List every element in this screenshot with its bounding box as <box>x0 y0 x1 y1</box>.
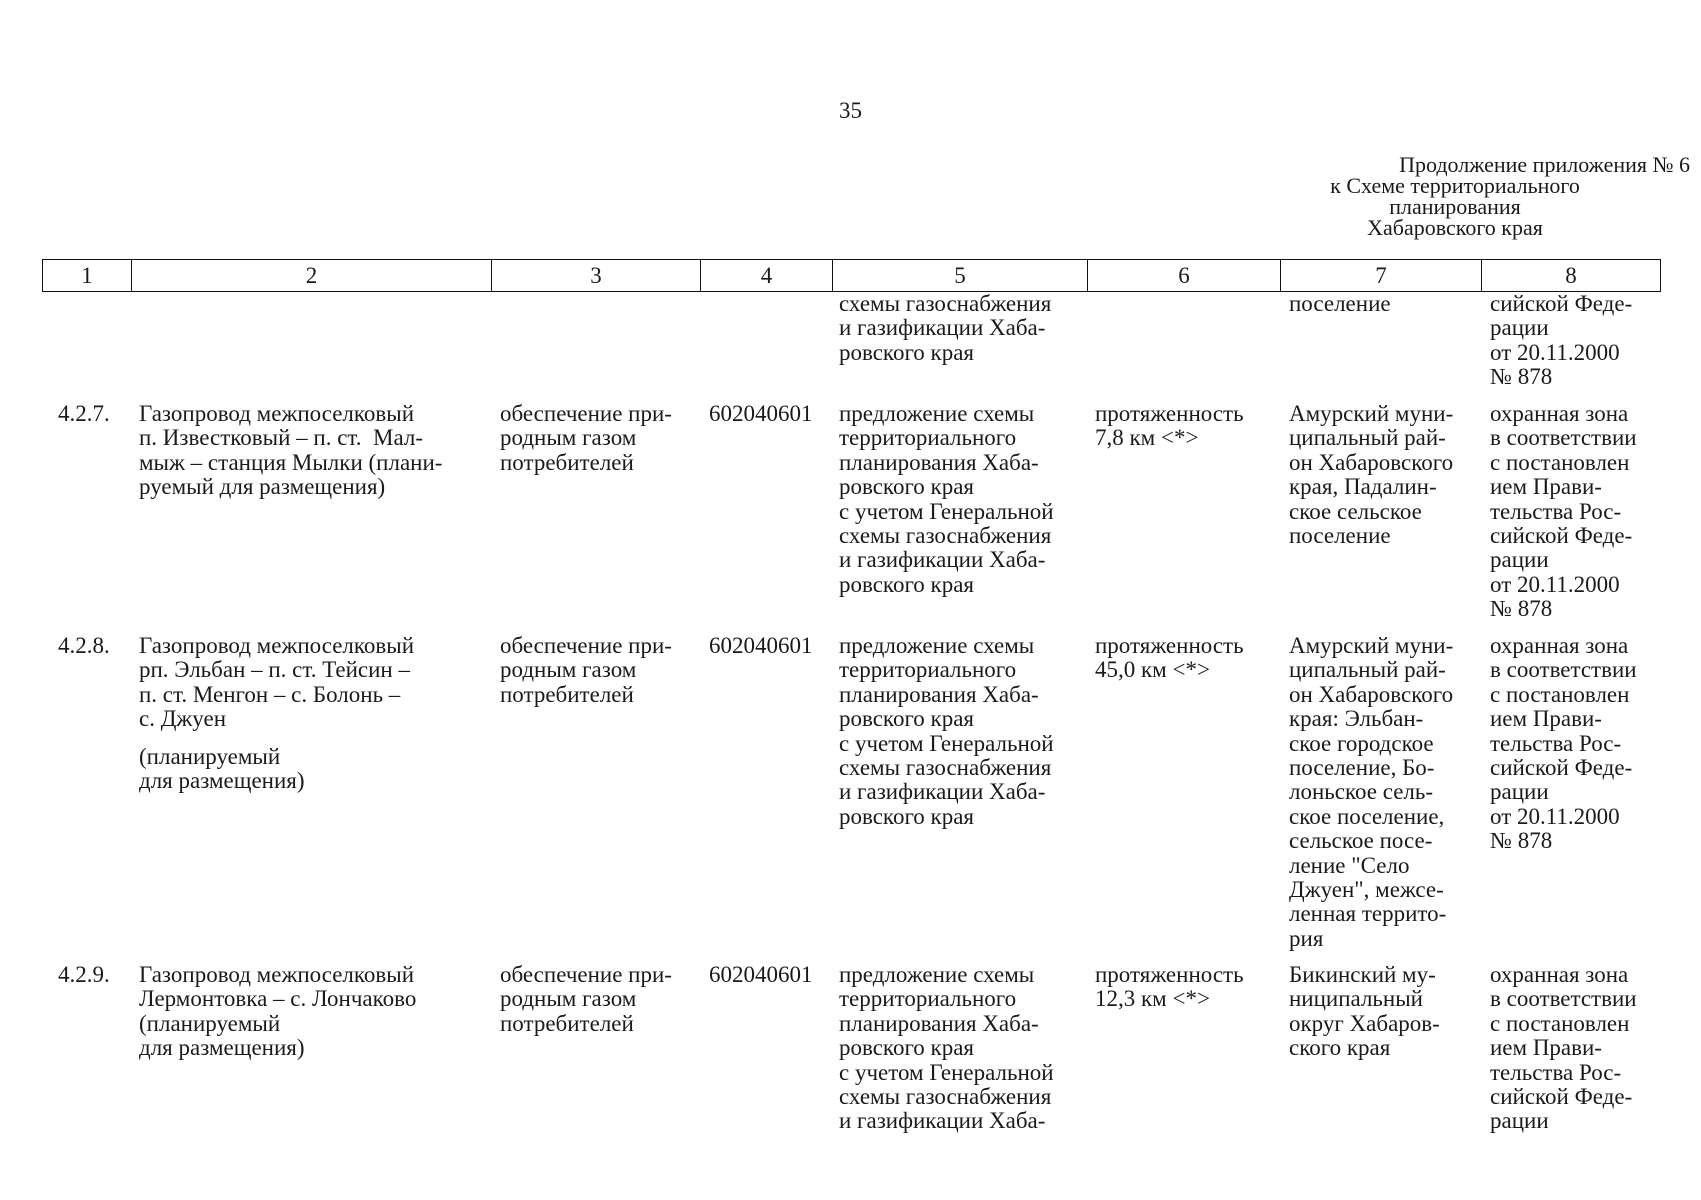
column-header-5: 5 <box>833 260 1088 292</box>
object-name-note: (планируемый для размещения) <box>139 744 305 794</box>
column-header-1: 1 <box>43 260 132 292</box>
appendix-line-3: планирования <box>1389 194 1521 219</box>
column-header-8: 8 <box>1482 260 1661 292</box>
code-cell: 602040601 <box>709 633 813 658</box>
column-header-3: 3 <box>492 260 701 292</box>
row-number-cell: 4.2.7. <box>58 401 110 426</box>
appendix-line-2: к Схеме территориального <box>1330 173 1580 198</box>
object-name-cell: Газопровод межпоселковый Лермонтовка – с. Лончаково (планируемый для размещения) <box>139 962 417 1061</box>
characteristics-cell: протяженность 12,3 км <*> <box>1095 962 1244 1012</box>
column-number-header <box>42 259 1661 292</box>
page-number: 35 <box>839 98 862 123</box>
object-name-cell: Газопровод межпоселковый рп. Эльбан – п. ст. Тейсин – п. ст. Менгон – с. Болонь – с. Джуен <box>139 633 415 732</box>
purpose-cell: обеспечение при- родным газом потребителей <box>500 633 672 707</box>
object-name-cell: Газопровод межпоселковый п. Известковый – п. ст. Мал- мыж – станция Мылки (плани- руемый для размещения) <box>139 401 443 500</box>
location-cell: Бикинский му- ниципальный округ Хабаров- ского края <box>1289 962 1440 1061</box>
column-header-6: 6 <box>1088 260 1281 292</box>
protection-zone-cell: охранная зона в соответствии с постановлен ием Прави- тельства Рос- сийской Феде- рации <box>1490 962 1637 1134</box>
purpose-cell: обеспечение при- родным газом потребителей <box>500 962 672 1036</box>
basis-cell: предложение схемы территориального планирования Хаба- ровского края с учетом Генеральной схемы газоснабжения и газификации Хаба- ровского края <box>839 633 1054 829</box>
continuation-zone-cell: сийской Феде- рации от 20.11.2000 № 878 <box>1490 291 1633 390</box>
protection-zone-cell: охранная зона в соответствии с постановлен ием Прави- тельства Рос- сийской Феде- рации от 20.11.2000 № 878 <box>1490 633 1637 854</box>
location-cell: Амурский муни- ципальный рай- он Хабаровского края, Падалин- ское сельское поселение <box>1289 401 1454 549</box>
basis-cell: предложение схемы территориального планирования Хаба- ровского края с учетом Генеральной схемы газоснабжения и газификации Хаба- ровского края <box>839 401 1054 597</box>
appendix-line-1: Продолжение приложения № 6 <box>1399 152 1690 177</box>
column-header-7: 7 <box>1281 260 1482 292</box>
column-header-2: 2 <box>132 260 492 292</box>
characteristics-cell: протяженность 7,8 км <*> <box>1095 401 1244 451</box>
purpose-cell: обеспечение при- родным газом потребителей <box>500 401 672 475</box>
appendix-line-4: Хабаровского края <box>1367 215 1543 240</box>
basis-cell: предложение схемы территориального планирования Хаба- ровского края с учетом Генеральной схемы газоснабжения и газификации Хаба- <box>839 962 1054 1134</box>
code-cell: 602040601 <box>709 401 813 426</box>
location-cell: Амурский муни- ципальный рай- он Хабаровского края: Эльбан- ское городское поселение, Бо- лоньское сель- ское поселение, сельское посе- ление "Село Джуен", межсе- ленная террито- рия <box>1289 633 1454 951</box>
row-number-cell: 4.2.8. <box>58 633 110 658</box>
row-number-cell: 4.2.9. <box>58 962 110 987</box>
continuation-basis-cell: схемы газоснабжения и газификации Хаба- ровского края <box>839 291 1052 365</box>
appendix-caption <box>1220 154 1690 238</box>
code-cell: 602040601 <box>709 962 813 987</box>
characteristics-cell: протяженность 45,0 км <*> <box>1095 633 1244 683</box>
protection-zone-cell: охранная зона в соответствии с постановлен ием Прави- тельства Рос- сийской Феде- рации от 20.11.2000 № 878 <box>1490 401 1637 622</box>
column-header-4: 4 <box>701 260 833 292</box>
continuation-location-cell: поселение <box>1289 291 1391 316</box>
